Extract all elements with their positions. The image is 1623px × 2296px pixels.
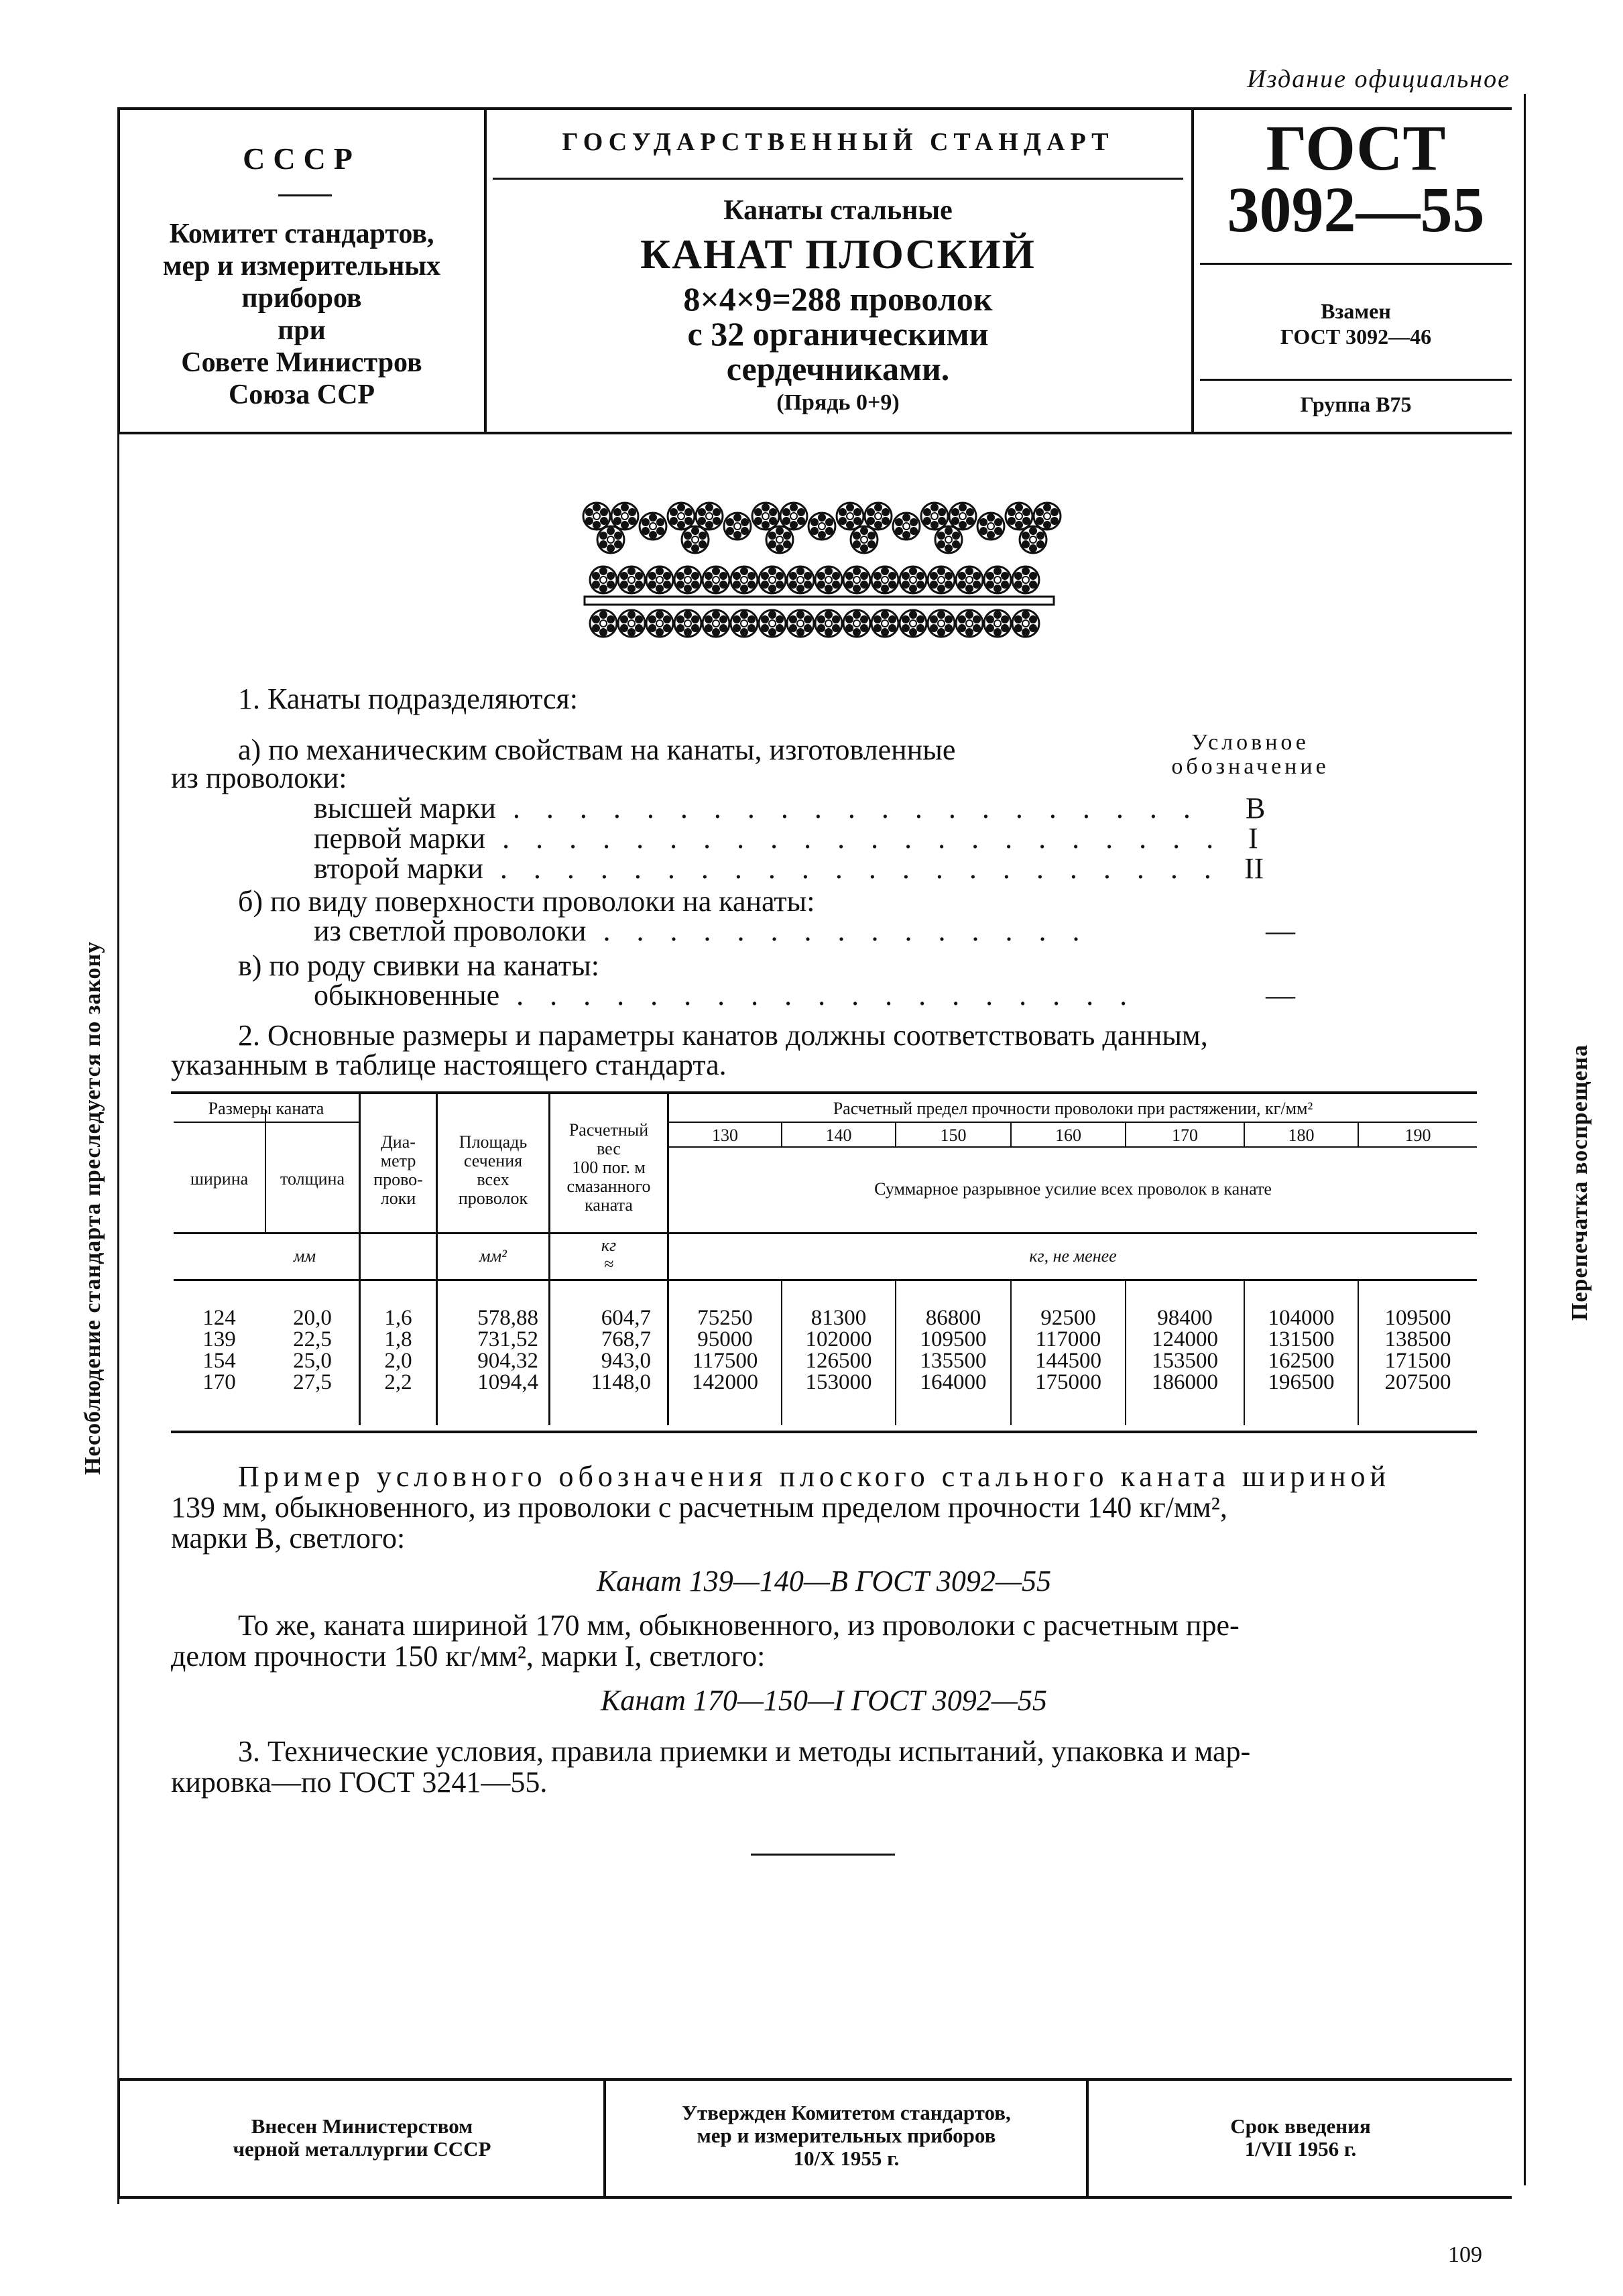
replaces-value: ГОСТ 3092—46 [1280,324,1432,349]
section1-v-line: в) по роду свивки на канаты: [238,949,599,982]
cell: 162500 [1268,1349,1335,1373]
cell: 135500 [920,1349,987,1373]
table-rule [669,1122,1477,1123]
grade-code: II [1244,852,1264,885]
legend-line: Условное [1191,730,1309,755]
cell: 102000 [805,1327,872,1351]
example-line5: делом прочности 150 кг/мм², марки I, светлого: [171,1640,766,1673]
country-label: СССР [243,141,361,176]
surface-row [314,916,1089,947]
replaces-block [1200,298,1512,349]
cell: 1148,0 [591,1370,651,1394]
col-force-190 [1359,1307,1477,1393]
th-line: 100 пог. м [572,1158,646,1177]
left-margin-rule [117,434,119,2204]
th-line: проволок [458,1189,528,1208]
footer-line: 10/X 1955 г. [793,2147,900,2170]
footer-effective [1089,2115,1512,2161]
th-area [438,1133,548,1208]
th-strength-value: 140 [825,1126,852,1145]
gost-number: 3092—55 [1227,174,1485,245]
state-standard-label: ГОСУДАРСТВЕННЫЙ СТАНДАРТ [562,128,1114,156]
description-line: 8×4×9=288 проволок [683,280,993,318]
rope-upper-row [583,503,1061,553]
cell: 171500 [1384,1349,1451,1373]
grade-code: В [1246,792,1266,825]
cell: 768,7 [601,1327,651,1351]
col-width [174,1307,265,1393]
th-strength-value: 170 [1172,1126,1198,1145]
th-line: метр [380,1151,416,1170]
leader-dots: . . . . . . . . . . . . . . . . . . . . . [495,792,1200,825]
cell: 86800 [925,1306,981,1330]
unit-approx: ≈ [603,1254,614,1274]
th-strength-value: 160 [1055,1126,1081,1145]
grade-code: I [1248,822,1258,855]
example-line2: 139 мм, обыкновенного, из проволоки с расчетным пределом прочности 140 кг/мм², [171,1491,1227,1524]
cell: 604,7 [601,1306,651,1330]
designation-example-2: Канат 170—150—I ГОСТ 3092—55 [601,1684,1047,1717]
footer-line: черной металлургии СССР [233,2137,491,2161]
th-line: всех [477,1170,509,1189]
grade-row [314,793,1200,824]
footer-divider [603,2078,606,2199]
grade-label: первой марки [314,822,486,855]
cell: 104000 [1268,1306,1335,1330]
example-line1: Пример условного обозначения плоского стального каната шириной [238,1460,1391,1493]
grade-row [314,823,1223,854]
standard-subtitle: Канаты стальные [723,195,953,226]
group-label: Группа В75 [1300,392,1412,416]
strand-note: (Прядь 0+9) [776,390,900,415]
th-line: прово- [373,1170,423,1189]
committee-block [121,218,483,411]
th-strength: Расчетный предел прочности проволоки при растяжении, кг/мм² [833,1099,1313,1118]
th-line: вес [597,1139,621,1158]
table-rule [669,1146,1477,1148]
col-thickness [266,1307,359,1393]
legend-heading [1140,731,1361,779]
cell: 126500 [805,1349,872,1373]
th-strength-value: 190 [1404,1126,1431,1145]
table-rule [174,1279,1477,1281]
leader-dots: . . . . . . . . . . . . . . . . . . . . . . [483,852,1221,885]
leader-dots: . . . . . . . . . . . . . . . . . . . . . . [485,822,1223,855]
cell: 164000 [920,1370,987,1394]
gost-number-block [1200,112,1512,245]
header-rule [493,178,1183,180]
example-line4: То же, каната шириной 170 мм, обыкновенного, из проволоки с расчетным пре- [238,1609,1240,1642]
legend-line: обозначение [1171,754,1329,779]
cell: 1,8 [384,1327,412,1351]
leader-dots: . . . . . . . . . . . . . . . [586,914,1089,947]
th-line: сечения [463,1151,523,1170]
section3-line2: кировка—по ГОСТ 3241—55. [171,1766,548,1799]
grade-row [314,853,1221,884]
cell: 117500 [692,1349,758,1373]
side-note-right: Перепечатка воспрещена [1567,1044,1592,1321]
country-rule [278,194,332,196]
replaces-label: Взамен [1321,299,1391,323]
cell: 98400 [1157,1306,1213,1330]
cell: 196500 [1268,1370,1335,1394]
committee-line: при [278,315,326,346]
header-divider [1191,107,1194,434]
cell: 124000 [1152,1327,1218,1351]
committee-line: мер и измерительных [162,251,441,282]
right-margin-rule [1524,94,1526,2185]
th-diameter [361,1133,436,1208]
cell: 2,2 [384,1370,412,1394]
lay-row [314,980,1136,1011]
end-rule [751,1854,895,1856]
cell: 1094,4 [477,1370,538,1394]
standard-title: КАНАТ ПЛОСКИЙ [640,232,1036,278]
committee-line: Совете Министров [181,347,422,378]
th-weight [550,1121,667,1215]
footer-line: Утвержден Комитетом стандартов, [682,2101,1011,2124]
th-width: ширина [190,1169,249,1189]
section2-line1: 2. Основные размеры и параметры канатов должны соответствовать данным, [238,1019,1208,1052]
cell: 124 [202,1306,236,1330]
cell: 109500 [1384,1306,1451,1330]
th-line: локи [380,1189,416,1208]
table-rule [174,1232,1477,1234]
cell: 153500 [1152,1349,1218,1373]
standard-description [493,282,1183,386]
unit-kg-label: кг [601,1235,617,1255]
cell: 154 [202,1349,236,1373]
cell: 27,5 [293,1370,332,1394]
footer-divider [1086,2078,1089,2199]
cell: 20,0 [293,1306,332,1330]
cell: 731,52 [477,1327,538,1351]
rope-lower-band [585,566,1054,637]
committee-line: приборов [241,283,362,314]
col-area [438,1307,538,1393]
description-line: сердечниками. [726,350,950,387]
cell: 207500 [1384,1370,1451,1394]
section1-heading: 1. Канаты подразделяются: [238,682,578,715]
cell: 117000 [1035,1327,1101,1351]
th-total-force: Суммарное разрывное усилие всех проволок в канате [874,1179,1272,1199]
th-strength-value: 180 [1288,1126,1315,1145]
cell: 131500 [1268,1327,1335,1351]
unit-mm: мм [293,1246,316,1266]
cell: 138500 [1384,1327,1451,1351]
leader-dots: . . . . . . . . . . . . . . . . . . . [499,979,1137,1012]
unit-force: кг, не менее [1029,1246,1117,1266]
grade-label: высшей марки [314,792,496,825]
col-force-130 [669,1307,781,1393]
lay-code: — [1266,979,1295,1012]
designation-example-1: Канат 139—140—В ГОСТ 3092—55 [596,1565,1052,1597]
side-note-left: Несоблюдение стандарта преследуется по закону [80,941,105,1475]
example-line3: марки В, светлого: [171,1522,406,1555]
gost-label: ГОСТ [1266,112,1446,184]
cell: 1,6 [384,1306,412,1330]
section1-b-line: б) по виду поверхности проволоки на канаты: [238,885,815,918]
col-force-180 [1245,1307,1358,1393]
table-rule [174,1122,359,1123]
page-number: 109 [1448,2242,1482,2267]
cell: 25,0 [293,1349,332,1373]
col-force-140 [782,1307,895,1393]
cell: 170 [202,1370,236,1394]
col-force-160 [1012,1307,1125,1393]
header-divider [484,107,487,434]
section3-line1: 3. Технические условия, правила приемки и методы испытаний, упаковка и мар- [238,1735,1251,1768]
col-force-170 [1126,1307,1244,1393]
grade-label: второй марки [314,852,483,885]
cell: 186000 [1152,1370,1218,1394]
section2-line2: указанным в таблице настоящего стандарта. [171,1048,727,1081]
cell: 2,0 [384,1349,412,1373]
col-weight [550,1307,651,1393]
lay-label: обыкновенные [314,979,500,1012]
th-line: Расчетный [568,1120,649,1140]
official-edition-label: Издание официальное [1247,65,1510,93]
footer-line: мер и измерительных приборов [697,2124,996,2147]
th-strength-value: 150 [940,1126,967,1145]
cell: 92500 [1040,1306,1096,1330]
cell: 144500 [1035,1349,1101,1373]
surface-code: — [1266,914,1295,947]
footer-line: Срок введения [1230,2114,1371,2138]
th-strength-value: 130 [712,1126,738,1145]
cell: 153000 [805,1370,872,1394]
header-rule [1200,379,1512,381]
th-line: смазанного [566,1176,651,1196]
footer-approved [607,2102,1086,2170]
committee-line: Союза ССР [228,379,375,410]
cell: 75250 [697,1306,753,1330]
surface-label: из светлой проволоки [314,914,587,947]
cell: 904,32 [477,1349,538,1373]
description-line: с 32 органическими [687,315,989,353]
footer-line: Внесен Министерством [251,2114,473,2138]
cell: 142000 [692,1370,758,1394]
footer-line: 1/VII 1956 г. [1244,2137,1357,2161]
cell: 109500 [920,1327,987,1351]
section1-a-line2: из проволоки: [171,762,347,794]
col-diameter [361,1307,436,1393]
footer-introduced [121,2115,603,2161]
cell: 943,0 [601,1349,651,1373]
rope-cross-section-illustration [577,496,1079,650]
cell: 95000 [697,1327,753,1351]
cell: 175000 [1035,1370,1101,1394]
cell: 22,5 [293,1327,332,1351]
cell: 139 [202,1327,236,1351]
cell: 578,88 [477,1306,538,1330]
col-force-150 [896,1307,1010,1393]
th-thickness: толщина [280,1169,345,1189]
committee-line: Комитет стандартов, [169,219,434,249]
unit-mm2: мм² [479,1246,507,1266]
th-line: каната [585,1195,633,1215]
th-dims: Размеры каната [208,1099,324,1118]
header-rule [1200,263,1512,265]
th-line: Диа- [381,1132,416,1152]
th-line: Площадь [459,1132,528,1152]
section1-a-line1: а) по механическим свойствам на канаты, изготовленные [238,733,956,766]
unit-kg [550,1236,667,1274]
cell: 81300 [810,1306,867,1330]
